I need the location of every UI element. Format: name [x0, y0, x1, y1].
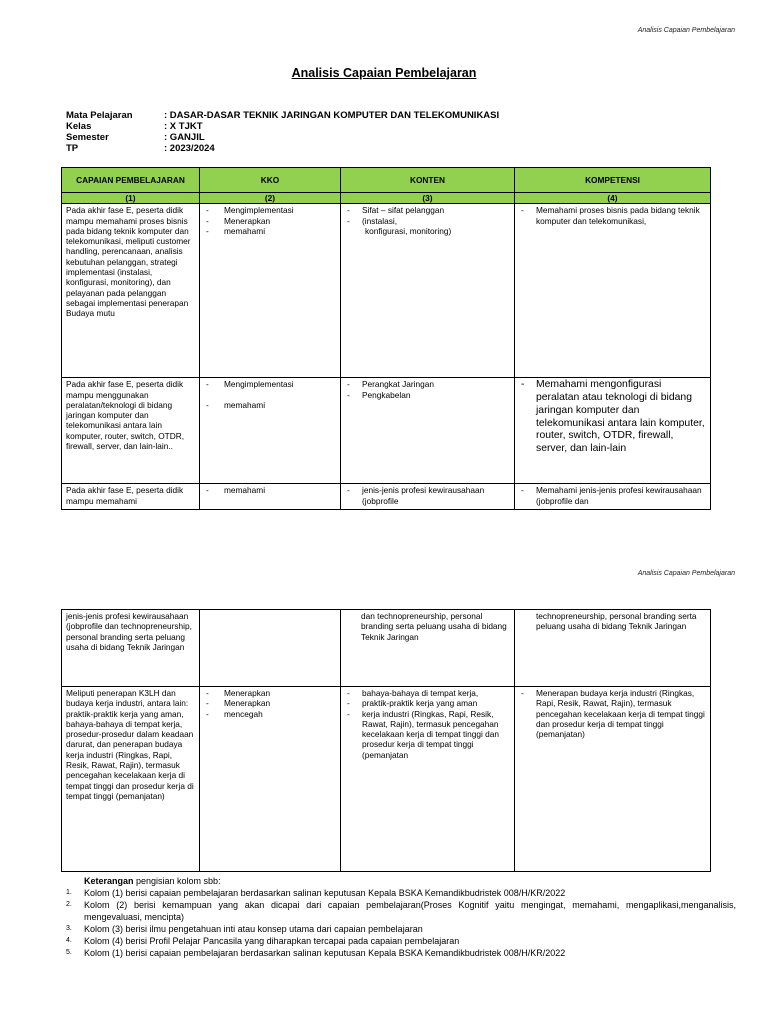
meta-class: Kelas : X TJKT — [66, 121, 203, 132]
note-item: 1. Kolom (1) berisi capaian pembelajaran berdasarkan salinan keputusan Kepala BSKA Kemandikbudristek 008/H/KR/2022 — [66, 888, 566, 898]
note-item: 2. Kolom (2) berisi kemampuan yang akan dicapai dari capaian pembelajaran(Proses Kognitif yaitu mengingat, memahami, mengaplikasi,menganalisis, mengevaluasi, mencipta) — [66, 900, 736, 922]
list-item: - praktik-praktik kerja yang aman — [345, 698, 510, 708]
kompetensi-cell: technopreneurship, personal branding serta peluang usaha di bidang Teknik Jaringan — [515, 610, 711, 687]
list-item: - Pengkabelan — [345, 390, 510, 400]
list-item: - Menerapkan — [204, 216, 336, 226]
col-header-kompetensi: KOMPETENSI — [515, 168, 711, 193]
cp-table-page1 — [61, 167, 711, 510]
notes-lead: Keterangan pengisian kolom sbb: — [84, 876, 221, 886]
document-title: Analisis Capaian Pembelajaran — [291, 66, 477, 80]
meta-year: TP : 2023/2024 — [66, 143, 215, 154]
kko-cell — [200, 204, 341, 378]
list-item: - Menerapan budaya kerja industri (Ringkas, Rapi, Resik, Rawat, Rajin), termasuk pencegahan kecelakaan kerja di tempat tinggi dan prosedur kerja di tempat tinggi (pemanjatan) — [519, 688, 706, 739]
list-item: - Memahami proses bisnis pada bidang teknik komputer dan telekomunikasi, — [519, 205, 706, 226]
table-row — [62, 687, 711, 872]
konten-cell — [341, 687, 515, 872]
col-number: (3) — [341, 193, 515, 204]
cp-cell: jenis-jenis profesi kewirausahaan (jobprofile dan technopreneurship, personal branding serta peluang usaha di bidang Teknik Jaringan — [62, 610, 200, 687]
kko-cell — [200, 687, 341, 872]
table-row — [62, 484, 711, 510]
page-header: Analisis Capaian Pembelajaran — [637, 27, 735, 34]
list-item: - (instalasi, — [345, 216, 510, 226]
cp-cell: Pada akhir fase E, peserta didik mampu memahami — [62, 484, 200, 510]
col-header-konten: KONTEN — [341, 168, 515, 193]
konten-cell — [341, 204, 515, 378]
konten-cell: dan technopreneurship, personal branding serta peluang usaha di bidang Teknik Jaringan — [341, 610, 515, 687]
notes-block — [66, 875, 736, 959]
list-item: - Mengimplementasi — [204, 379, 336, 389]
table-row — [62, 378, 711, 484]
kompetensi-cell — [515, 204, 711, 378]
list-item: - Memahami jenis-jenis profesi kewirausahaan (jobprofile dan — [519, 485, 706, 506]
list-item: - Mengimplementasi — [204, 205, 336, 215]
list-item: - kerja industri (Ringkas, Rapi, Resik, Rawat, Rajin), termasuk pencegahan kecelakaan kerja di tempat tinggi dan prosedur kerja di tempat tinggi (pemanjatan — [345, 709, 510, 760]
kompetensi-cell — [515, 484, 711, 510]
page-header: Analisis Capaian Pembelajaran — [637, 570, 735, 577]
meta-subject: Mata Pelajaran : DASAR-DASAR TEKNIK JARINGAN KOMPUTER DAN TELEKOMUNIKASI — [66, 110, 500, 121]
cp-cell: Pada akhir fase E, peserta didik mampu memahami proses bisnis pada bidang teknik komputer dan telekomunikasi, meliputi customer handling, perencanaan, analisis kebutuhan pelanggan, strategi implementasi (instalasi, konfigurasi, monitoring), dan pelayanan pada pelanggan sebagai implementasi penerapan Budaya mutu — [62, 204, 200, 378]
kko-cell — [200, 484, 341, 510]
konten-cell — [341, 484, 515, 510]
col-number: (1) — [62, 193, 200, 204]
list-item: - Memahami mengonfigurasi peralatan atau teknologi di bidang jaringan komputer dan telekomunikasi antara lain komputer, router, switch, OTDR, firewall, server, dan lain-lain — [519, 379, 706, 456]
col-header-cp: CAPAIAN PEMBELAJARAN — [62, 168, 200, 193]
cp-cell: Pada akhir fase E, peserta didik mampu menggunakan peralatan/teknologi di bidang jaringan komputer dan telekomunikasi antara lain komputer, router, switch, OTDR, firewall, server, dan lain-lain.. — [62, 378, 200, 484]
list-item: - mencegah — [204, 709, 336, 719]
cp-cell: Meliputi penerapan K3LH dan budaya kerja industri, antara lain: praktik-praktik kerja yang aman, bahaya-bahaya di tempat kerja, prosedur-prosedur dalam keadaan darurat, dan penerapan budaya kerja industri (Ringkas, Rapi, Resik, Rawat, Rajin), termasuk pencegahan kecelakaan kerja di tempat tinggi dan prosedur kerja di tempat tinggi (pemanjatan) — [62, 687, 200, 872]
list-item: - memahami — [204, 485, 336, 495]
list-item: - jenis-jenis profesi kewirausahaan (jobprofile — [345, 485, 510, 506]
kko-cell — [200, 610, 341, 687]
list-item: - Menerapkan — [204, 698, 336, 708]
col-number: (2) — [200, 193, 341, 204]
list-item: - memahami — [204, 226, 336, 236]
note-item: 4. Kolom (4) berisi Profil Pelajar Pancasila yang diharapkan tercapai pada capaian pembelajaran — [66, 936, 460, 946]
table-row — [62, 204, 711, 378]
list-item: - Sifat – sifat pelanggan — [345, 205, 510, 215]
meta-block — [66, 110, 499, 154]
list-item: - Perangkat Jaringan — [345, 379, 510, 389]
kompetensi-cell — [515, 687, 711, 872]
col-number: (4) — [515, 193, 711, 204]
kompetensi-cell — [515, 378, 711, 484]
col-header-kko: KKO — [200, 168, 341, 193]
meta-semester: Semester : GANJIL — [66, 132, 205, 143]
table-row — [62, 610, 711, 687]
note-item: 5. Kolom (1) berisi capaian pembelajaran berdasarkan salinan keputusan Kepala BSKA Kemandikbudristek 008/H/KR/2022 — [66, 948, 566, 958]
kko-cell — [200, 378, 341, 484]
list-item: - memahami — [204, 400, 336, 410]
konten-continuation: konfigurasi, monitoring) — [365, 225, 452, 236]
konten-cell — [341, 378, 515, 484]
list-item: - Menerapkan — [204, 688, 336, 698]
list-item: - bahaya-bahaya di tempat kerja, — [345, 688, 510, 698]
note-item: 3. Kolom (3) berisi ilmu pengetahuan inti atau konsep utama dari capaian pembelajaran — [66, 924, 423, 934]
cp-table-page2 — [61, 609, 711, 872]
